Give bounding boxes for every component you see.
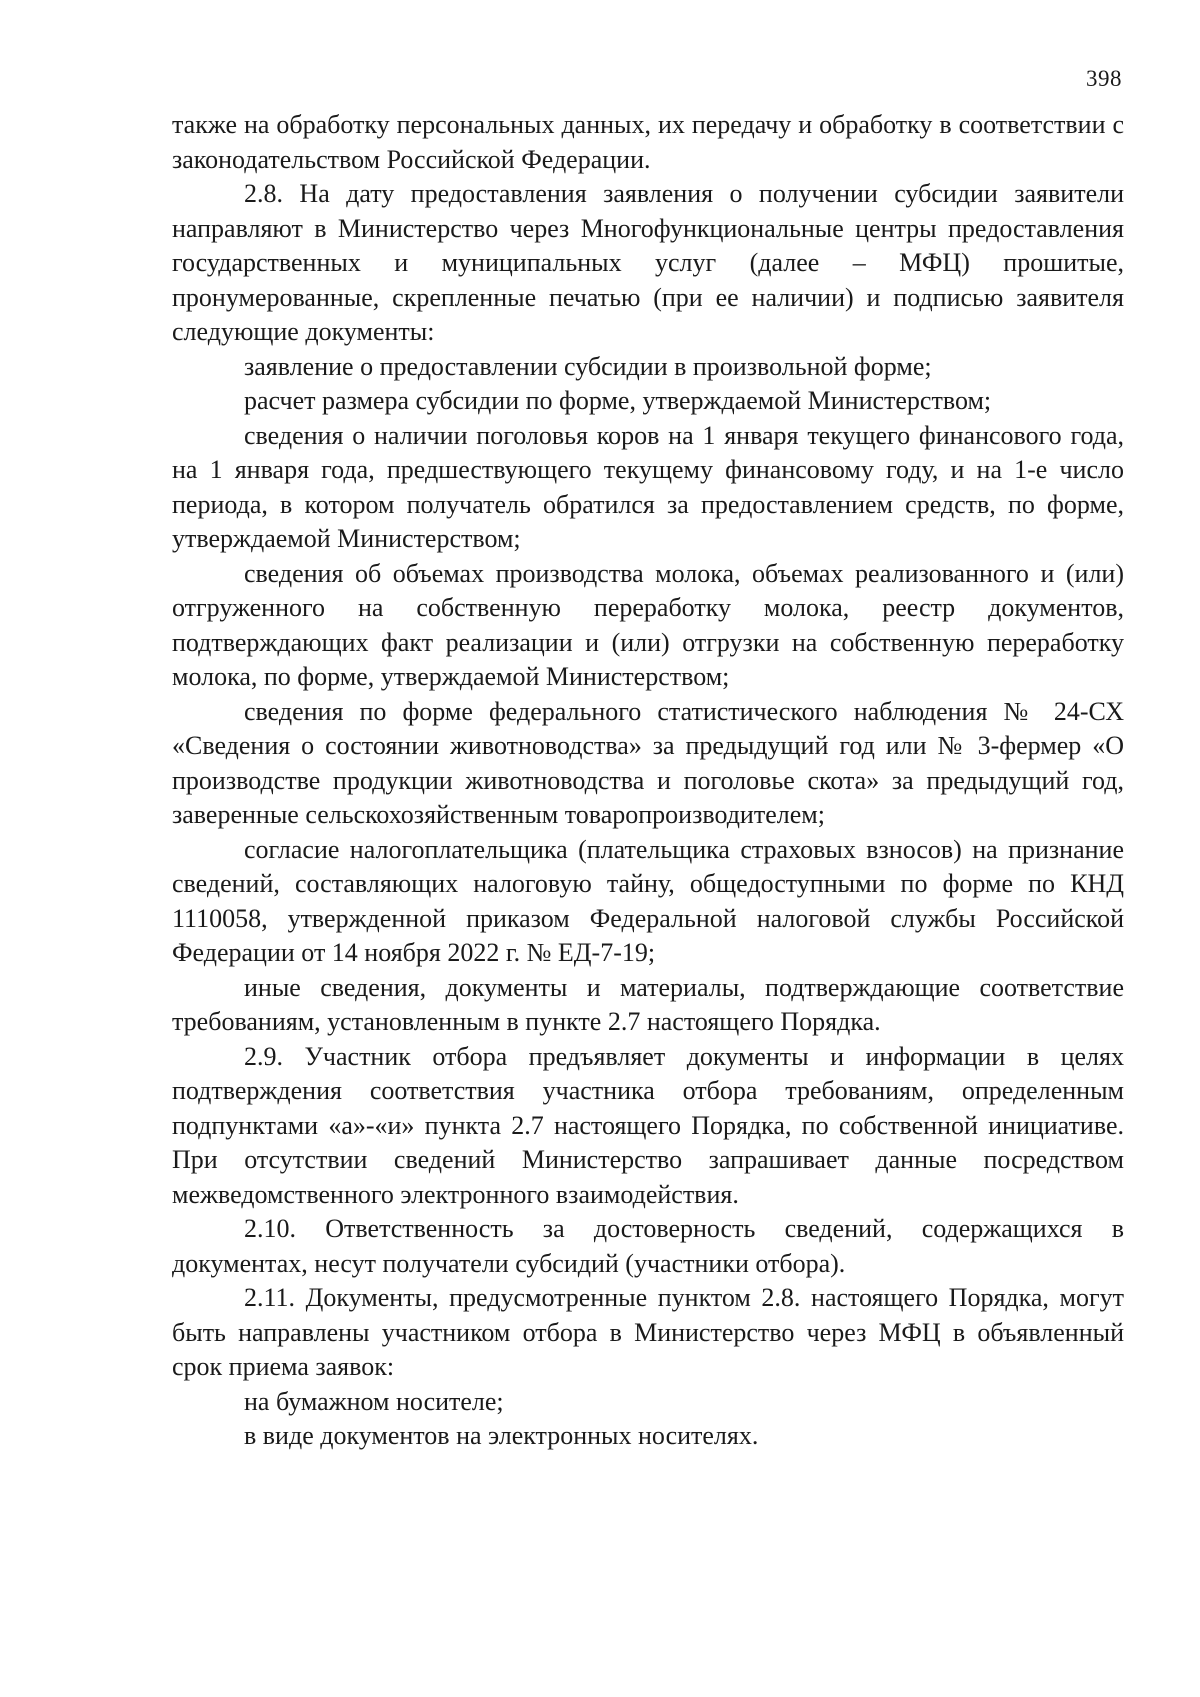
list-item-other-documents: иные сведения, документы и материалы, подтверждающие соответствие требованиям, установленным в пункте 2.7 настоящего Порядка. [172,972,1124,1036]
list-item-calculation: расчет размера субсидии по форме, утверждаемой Министерством; [244,386,992,415]
page-number: 398 [1086,66,1122,91]
paragraph-2-8: 2.8. На дату предоставления заявления о получении субсидии заявители направляют в Министерство через Многофункциональные центры предоставления государственных и муниципальных услуг (далее – МФЦ) прошитые, пронумерованные, скрепленные печатью (при ее наличии) и подписью заявителя следующие документы: [172,179,1124,346]
list-item-statistics-form: сведения по форме федерального статистического наблюдения № 24-СХ «Сведения о состоянии животноводства» за предыдущий год или № 3-фермер «О производстве продукции животноводства и поголовье скота» за предыдущий год, заверенные сельскохозяйственным товаропроизводителем; [172,696,1124,829]
list-item-application: заявление о предоставлении субсидии в произвольной форме; [244,351,932,381]
list-item-milk-volumes: сведения об объемах производства молока, объемах реализованного и (или) отгруженного на собственную переработку молока, реестр документов, подтверждающих факт реализации и (или) отгрузки на собственную переработку молока, по форме, утверждаемой Министерством; [172,558,1124,691]
list-item-taxpayer-consent: согласие налогоплательщика (плательщика страховых взносов) на признание сведений, составляющих налоговую тайну, общедоступными по форме по КНД 1110058, утвержденной приказом Федеральной налоговой службы Российской Федерации от 14 ноября 2022 г. № ЕД-7-19; [172,834,1124,967]
list-item-cow-livestock: сведения о наличии поголовья коров на 1 января текущего финансового года, на 1 января года, предшествующего текущему финансовому году, и на 1-е число периода, в котором получатель обратился за предоставлением средств, по форме, утверждаемой Министерством; [172,420,1124,553]
list-item-paper: на бумажном носителе; [244,1386,504,1416]
paragraph-continuation: также на обработку персональных данных, их передачу и обработку в соответствии с законодательством Российской Федерации. [172,110,1124,174]
paragraph-2-11: 2.11. Документы, предусмотренные пунктом 2.8. настоящего Порядка, могут быть направлены участником отбора в Министерство через МФЦ в объявленный срок приема заявок: [172,1283,1124,1381]
paragraph-2-9: 2.9. Участник отбора предъявляет документы и информации в целях подтверждения соответствия участника отбора требованиям, определенным подпунктами «а»-«и» пункта 2.7 настоящего Порядка, по собственной инициативе. При отсутствии сведений Министерство запрашивает данные посредством межведомственного электронного взаимодействия. [172,1041,1124,1209]
paragraph-2-10: 2.10. Ответственность за достоверность сведений, содержащихся в документах, несут получатели субсидий (участники отбора). [172,1214,1124,1278]
document-body [172,108,1124,1454]
list-item-electronic: в виде документов на электронных носителях. [244,1421,759,1450]
